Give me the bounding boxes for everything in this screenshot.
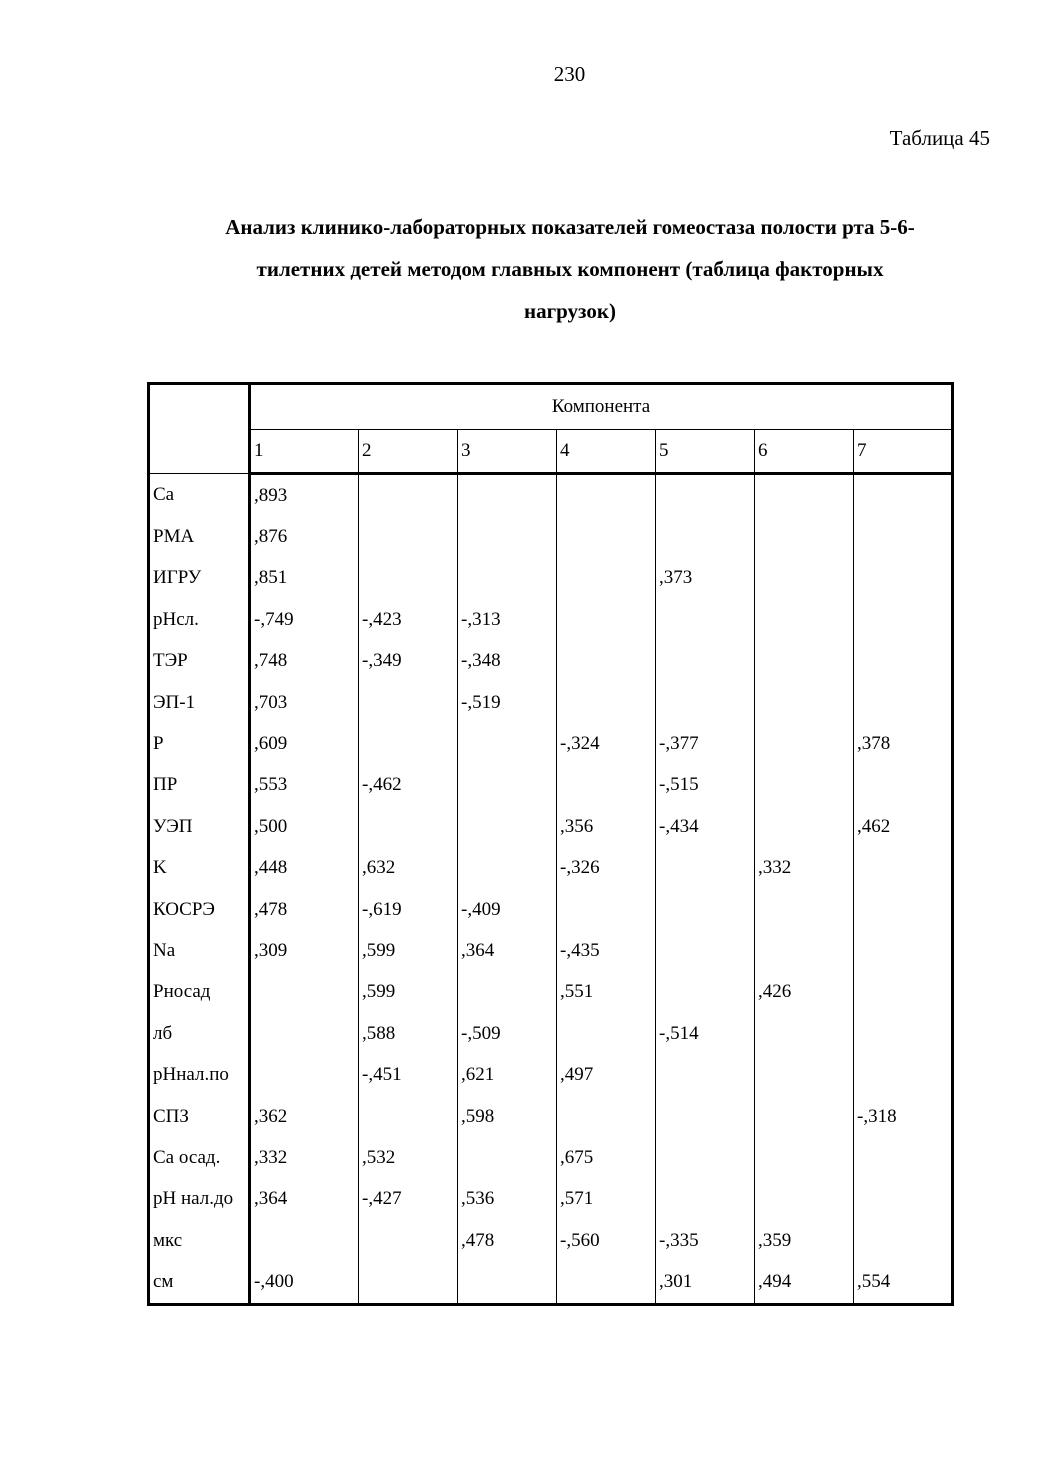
loading-cell: ,675 [557,1137,656,1178]
title-line: тилетних детей методом главных компонент (таблица факторных [256,257,884,281]
loading-cell: ,621 [458,1054,557,1095]
loading-cell: ,359 [755,1220,854,1261]
loading-cell [359,1096,458,1137]
table-row [149,682,953,723]
loading-cell [755,599,854,640]
title-line: Анализ клинико-лабораторных показателей гомеостаза полости рта 5-6- [225,215,915,239]
table-row [149,558,953,599]
loading-cell [854,1013,953,1054]
loading-cell: -,427 [359,1179,458,1220]
loading-cell [656,972,755,1013]
loading-cell [755,723,854,764]
loading-cell: -,560 [557,1220,656,1261]
column-header: 3 [458,430,557,474]
row-label: рНсл. [149,599,250,640]
row-label: ИГРУ [149,558,250,599]
loading-cell: ,478 [250,889,359,930]
loading-cell [458,972,557,1013]
table-body [149,474,953,1305]
column-header: 7 [854,430,953,474]
loading-cell [854,889,953,930]
loading-cell [656,641,755,682]
loading-cell: -,318 [854,1096,953,1137]
loading-cell [557,474,656,517]
table-row [149,474,953,517]
loading-cell: ,356 [557,806,656,847]
loading-cell: -,435 [557,930,656,971]
loading-cell: ,497 [557,1054,656,1095]
row-label: СПЗ [149,1096,250,1137]
loading-cell: -,451 [359,1054,458,1095]
loading-cell: -,749 [250,599,359,640]
loading-cell [250,972,359,1013]
table-row [149,1220,953,1261]
loading-cell: ,426 [755,972,854,1013]
component-header: Компонента [250,384,953,430]
loading-cell [854,641,953,682]
loading-cell [557,1096,656,1137]
loading-cell: ,876 [250,516,359,557]
loading-cell [557,599,656,640]
loading-cell: ,536 [458,1179,557,1220]
loading-cell [854,765,953,806]
loading-cell: ,364 [458,930,557,971]
table-row [149,1096,953,1137]
table-row [149,930,953,971]
table-row [149,848,953,889]
table-row [149,1261,953,1304]
row-label: см [149,1261,250,1304]
loading-cell: ,362 [250,1096,359,1137]
loading-cell [557,889,656,930]
loading-cell [458,848,557,889]
loading-cell: ,599 [359,972,458,1013]
loading-cell: -,349 [359,641,458,682]
loading-cell [250,1013,359,1054]
loading-cell: ,364 [250,1179,359,1220]
loading-cell [656,1096,755,1137]
loading-cell [359,723,458,764]
loading-cell: ,478 [458,1220,557,1261]
loading-cell: ,309 [250,930,359,971]
loading-cell [854,474,953,517]
loading-cell [755,765,854,806]
loading-cell [656,516,755,557]
loading-cell [854,516,953,557]
table-row [149,806,953,847]
row-label: рН нал.до [149,1179,250,1220]
loading-cell: ,532 [359,1137,458,1178]
loading-cell [854,972,953,1013]
loading-cell: ,494 [755,1261,854,1304]
loading-cell: -,514 [656,1013,755,1054]
column-header: 4 [557,430,656,474]
loading-cell: -,348 [458,641,557,682]
factor-loadings-table [147,382,954,1306]
column-header: 1 [250,430,359,474]
page-number: 230 [553,62,586,86]
table-row [149,1179,953,1220]
loading-cell [458,1261,557,1304]
loading-cell [359,474,458,517]
loading-cell [755,558,854,599]
loading-cell: ,551 [557,972,656,1013]
row-label: K [149,848,250,889]
loading-cell [755,641,854,682]
loading-cell: -,324 [557,723,656,764]
table-row [149,1137,953,1178]
loading-cell: -,335 [656,1220,755,1261]
loading-cell [557,682,656,723]
header-row-component [149,384,953,430]
loading-cell [656,1054,755,1095]
loading-cell: ,332 [250,1137,359,1178]
loading-cell [854,1054,953,1095]
loading-cell [656,599,755,640]
table-row [149,516,953,557]
row-label: ЭП-1 [149,682,250,723]
loading-cell [359,558,458,599]
loading-cell [755,1179,854,1220]
loading-cell: ,332 [755,848,854,889]
corner-cell [149,384,250,474]
loading-cell [755,1137,854,1178]
loading-cell [557,1013,656,1054]
loading-cell: ,748 [250,641,359,682]
row-label: лб [149,1013,250,1054]
header-row-numbers [149,430,953,474]
loading-cell: -,434 [656,806,755,847]
row-label: РМА [149,516,250,557]
loading-cell [656,889,755,930]
loading-cell [854,558,953,599]
loading-cell [755,1096,854,1137]
loading-cell [656,682,755,723]
loading-cell: ,373 [656,558,755,599]
loading-cell: ,703 [250,682,359,723]
row-label: КОСРЭ [149,889,250,930]
loading-cell [458,516,557,557]
loading-cell [755,1013,854,1054]
loading-cell: -,326 [557,848,656,889]
row-label: Са осад. [149,1137,250,1178]
row-label: ПР [149,765,250,806]
loading-cell: -,423 [359,599,458,640]
loading-cell: ,500 [250,806,359,847]
loading-cell [359,1220,458,1261]
loading-cell: -,377 [656,723,755,764]
table-row [149,972,953,1013]
loading-cell [854,848,953,889]
loading-cell [755,889,854,930]
loading-cell [250,1054,359,1095]
loading-cell: ,554 [854,1261,953,1304]
table-row [149,723,953,764]
table-row [149,765,953,806]
column-header: 6 [755,430,854,474]
loading-cell [755,474,854,517]
loading-cell: ,448 [250,848,359,889]
loading-cell: -,409 [458,889,557,930]
loading-cell [557,558,656,599]
loading-cell [854,930,953,971]
loading-cell: ,893 [250,474,359,517]
row-label: рНнал.по [149,1054,250,1095]
loading-cell [458,806,557,847]
loading-cell: -,313 [458,599,557,640]
loading-cell [656,848,755,889]
loading-cell [755,682,854,723]
loading-cell: -,519 [458,682,557,723]
table-row [149,889,953,930]
loading-cell: ,851 [250,558,359,599]
loading-cell [656,930,755,971]
loading-cell [656,474,755,517]
loading-cell: ,462 [854,806,953,847]
loading-cell [458,723,557,764]
loading-cell [854,1137,953,1178]
row-label: Рносад [149,972,250,1013]
row-label: P [149,723,250,764]
loading-cell [359,1261,458,1304]
loading-cell: ,609 [250,723,359,764]
loading-cell [557,641,656,682]
loading-cell [557,765,656,806]
loading-cell [854,1179,953,1220]
table-row [149,1013,953,1054]
table-row [149,641,953,682]
loading-cell [458,474,557,517]
loading-cell: -,400 [250,1261,359,1304]
loading-cell [755,930,854,971]
loading-cell [755,516,854,557]
table-label: Таблица 45 [889,126,990,150]
column-header: 5 [656,430,755,474]
loading-cell: ,588 [359,1013,458,1054]
loading-cell: ,599 [359,930,458,971]
loading-cell: ,632 [359,848,458,889]
loading-cell: ,378 [854,723,953,764]
row-label: мкс [149,1220,250,1261]
loading-cell [359,682,458,723]
loading-cell [854,682,953,723]
table-row [149,599,953,640]
loading-cell [656,1179,755,1220]
loading-cell: -,462 [359,765,458,806]
loading-cell: ,301 [656,1261,755,1304]
loading-cell [656,1137,755,1178]
row-label: Na [149,930,250,971]
loading-cell [557,516,656,557]
loading-cell: -,515 [656,765,755,806]
loading-cell [557,1261,656,1304]
title-line: нагрузок) [524,299,616,323]
loading-cell [755,1054,854,1095]
loading-cell: ,598 [458,1096,557,1137]
loading-cell [458,765,557,806]
loading-cell [359,516,458,557]
loading-cell [250,1220,359,1261]
loading-cell [755,806,854,847]
loading-cell [458,1137,557,1178]
loading-cell [854,1220,953,1261]
loading-cell [854,599,953,640]
loading-cell: ,571 [557,1179,656,1220]
row-label: Ca [149,474,250,517]
row-label: УЭП [149,806,250,847]
loading-cell: ,553 [250,765,359,806]
column-header: 2 [359,430,458,474]
table-title [150,206,990,332]
loading-cell [458,558,557,599]
row-label: ТЭР [149,641,250,682]
loading-cell [359,806,458,847]
loading-cell: -,509 [458,1013,557,1054]
table-row [149,1054,953,1095]
loading-cell: -,619 [359,889,458,930]
